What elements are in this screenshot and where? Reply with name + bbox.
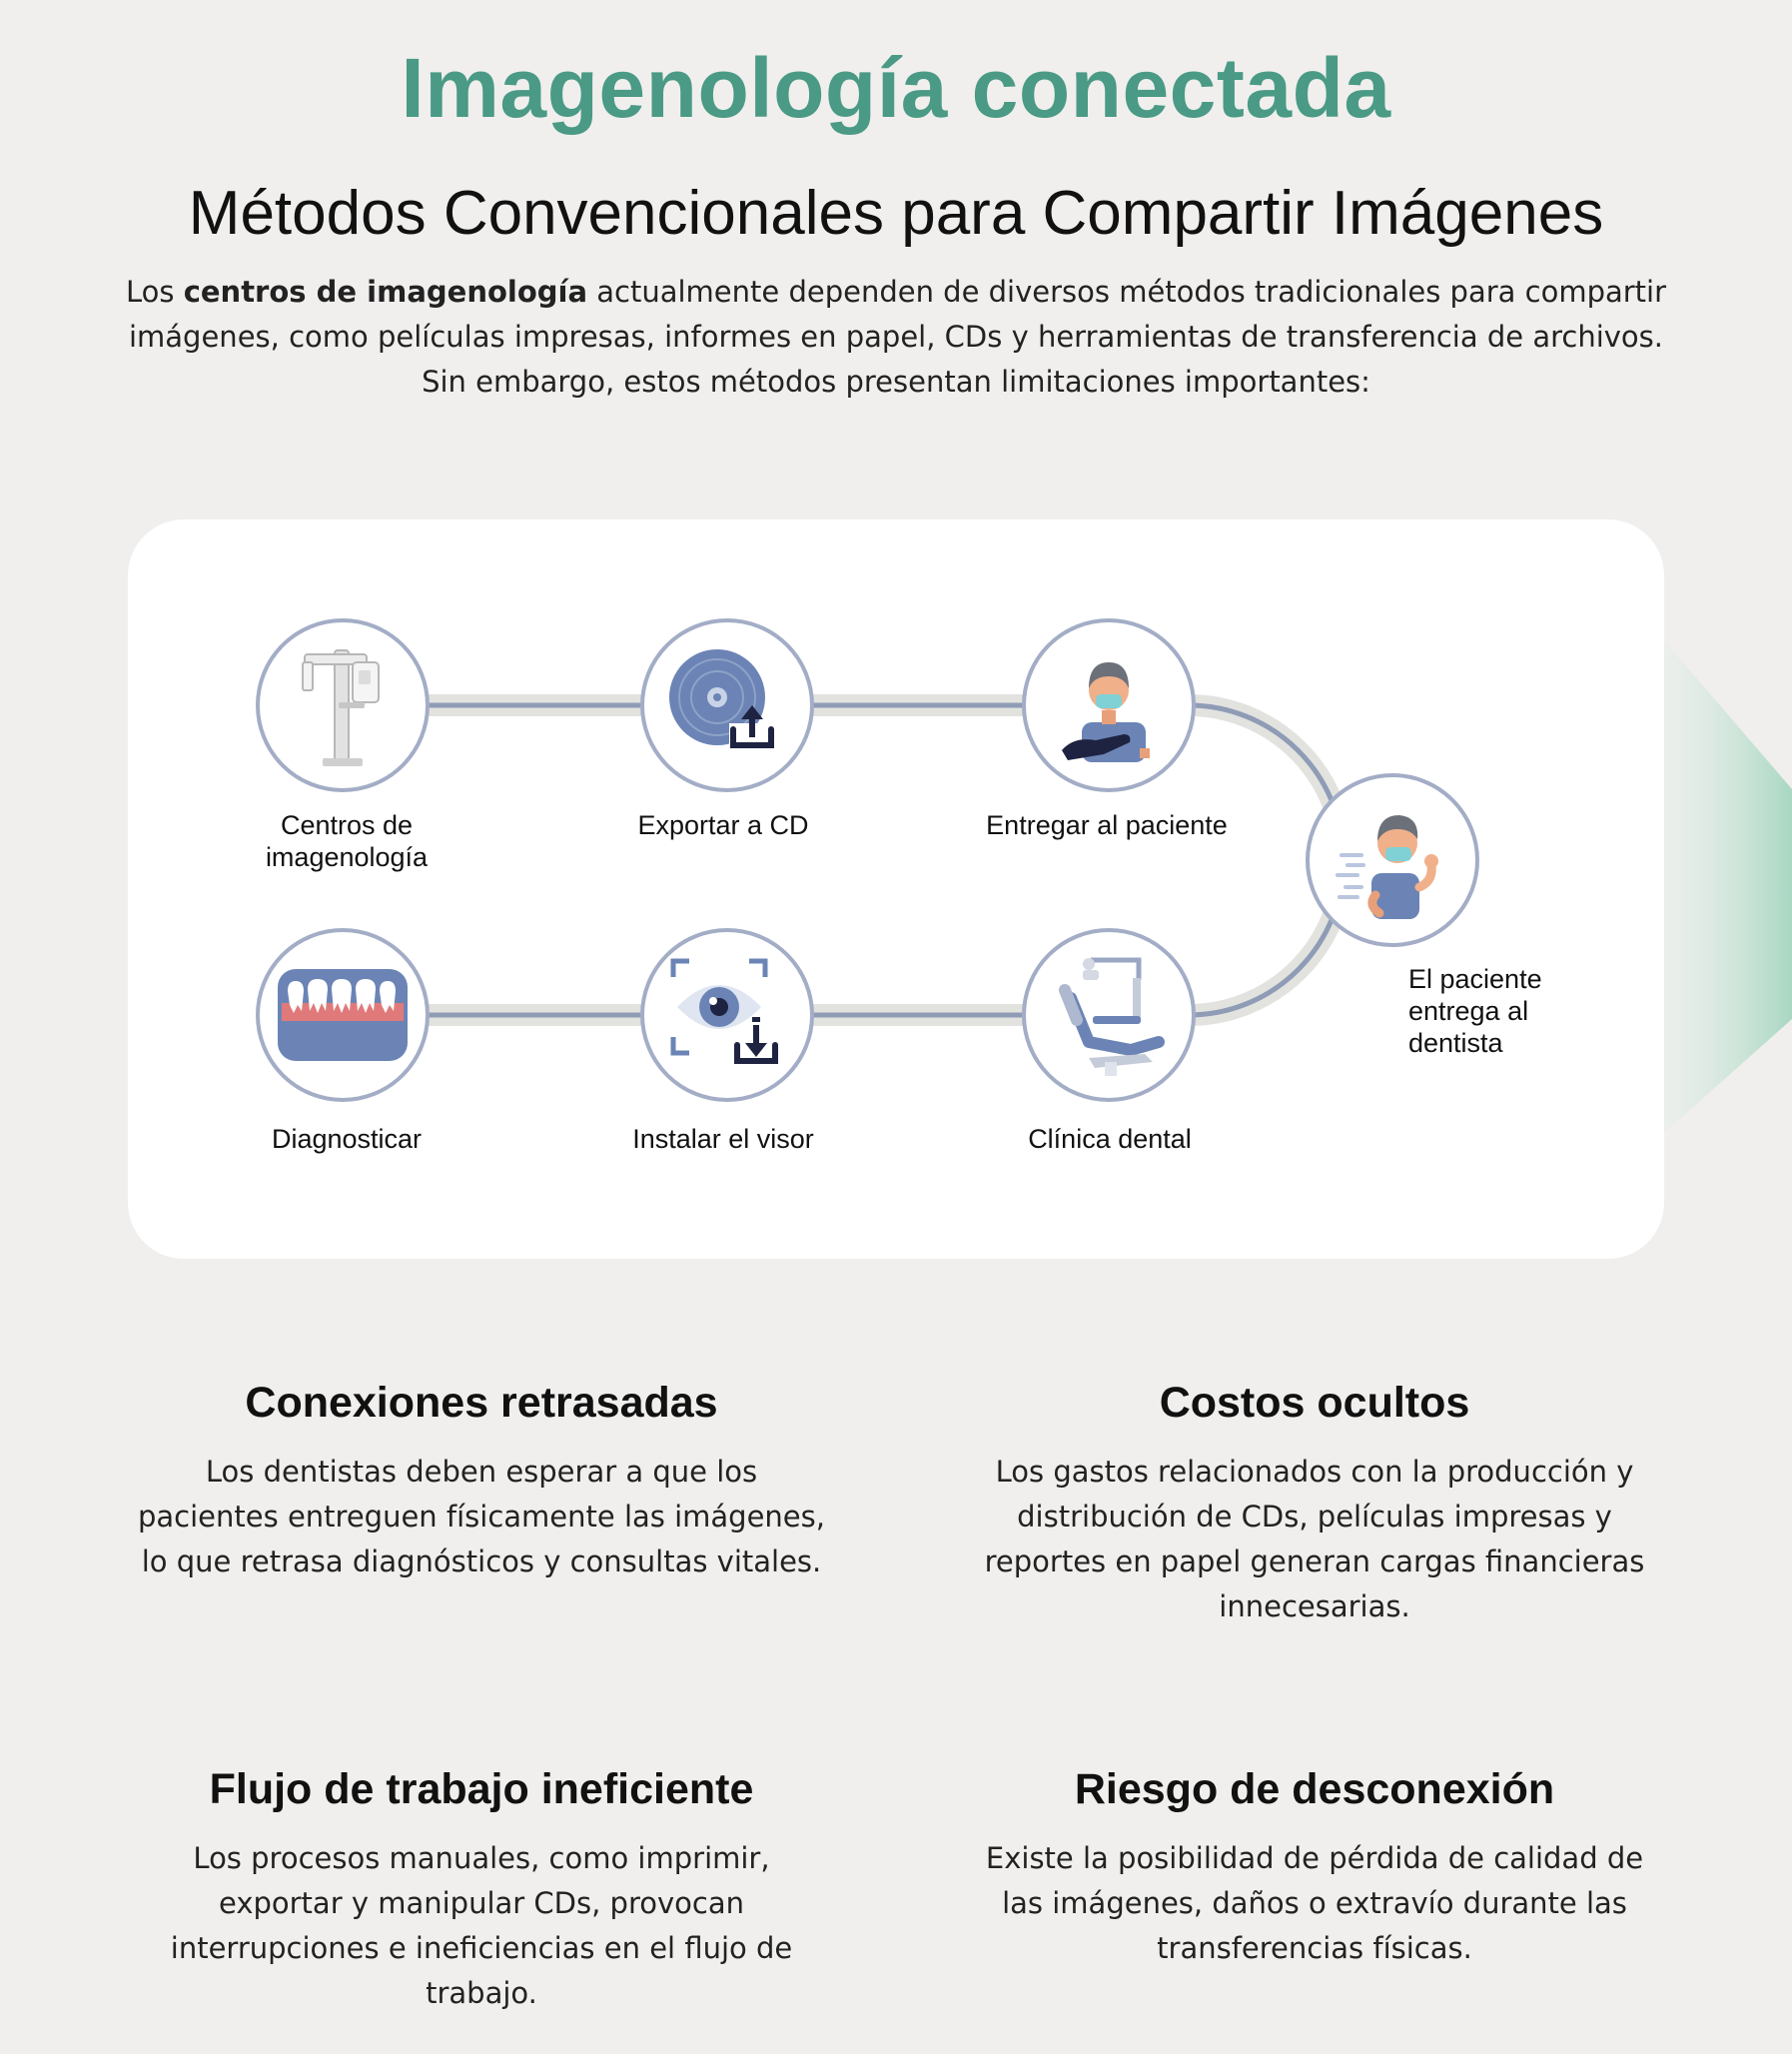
step-node-export-cd [640, 618, 814, 792]
intro-bold: centros de imagenología [183, 275, 588, 309]
panoramic-xray-machine-icon [283, 640, 403, 770]
eye-download-icon [667, 955, 787, 1075]
teeth-xray-icon [276, 965, 410, 1065]
benefit-text: Los procesos manuales, como imprimir, exportar y manipular CDs, provocan interrupciones e ineficiencias en el flujo de trabajo. [170, 1841, 793, 2010]
section-title: Métodos Convencionales para Compartir Imágenes [188, 179, 1604, 248]
patient-walking-icon [1328, 795, 1457, 925]
benefit-title: Conexiones retrasadas [245, 1379, 718, 1427]
step-node-install-viewer [640, 928, 814, 1102]
step-label-install-viewer: Instalar el visor [632, 1124, 814, 1154]
benefit-inefficient-workflow [122, 1765, 841, 2016]
step-label-deliver-patient: Entregar al paciente [986, 810, 1228, 840]
step-label-imaging-center: Centros de imagenología [265, 810, 429, 872]
step-label-dental-clinic: Clínica dental [1028, 1124, 1192, 1154]
step-node-deliver-patient [1022, 618, 1196, 792]
benefit-text: Existe la posibilidad de pérdida de calidad de las imágenes, daños o extravío durante las transferencias físicas. [985, 1841, 1644, 1965]
dentist-handing-icon [1044, 640, 1174, 770]
benefit-title: Costos ocultos [1159, 1379, 1470, 1427]
benefit-title: Flujo de trabajo ineficiente [209, 1765, 754, 1813]
dental-chair-icon [1049, 950, 1169, 1080]
benefit-hidden-costs [955, 1379, 1674, 1629]
benefit-delayed-connections [122, 1379, 841, 1584]
benefit-text: Los dentistas deben esperar a que los pacientes entreguen físicamente las imágenes, lo que retrasa diagnósticos y consultas vitales. [138, 1455, 825, 1578]
green-arrow-decoration [1646, 619, 1792, 1149]
step-label-diagnose: Diagnosticar [271, 1124, 423, 1154]
intro-paragraph: Los centros de imagenología actualmente dependen de diversos métodos tradicionales para compartir imágenes, como películas impresas, informes en papel, CDs y herramientas de transferencia de archivos. Sin embargo, estos métodos presentan limitaciones importantes: [125, 275, 1667, 399]
step-node-imaging-center [256, 618, 430, 792]
step-node-diagnose [256, 928, 430, 1102]
benefit-title: Riesgo de desconexión [1074, 1765, 1555, 1813]
step-label-patient-delivers: El paciente entrega al dentista [1408, 964, 1542, 1058]
brand-title: Imagenología conectada [401, 41, 1391, 135]
benefit-disconnection-risk [955, 1765, 1674, 1971]
process-flow-card [128, 519, 1664, 1259]
benefit-text: Los gastos relacionados con la producción y distribución de CDs, películas impresas y reportes en papel generan cargas financieras innecesarias. [984, 1455, 1645, 1623]
step-label-export-cd: Exportar a CD [637, 810, 809, 840]
step-node-patient-delivers [1306, 773, 1479, 947]
cd-export-icon [667, 645, 787, 765]
step-node-dental-clinic [1022, 928, 1196, 1102]
